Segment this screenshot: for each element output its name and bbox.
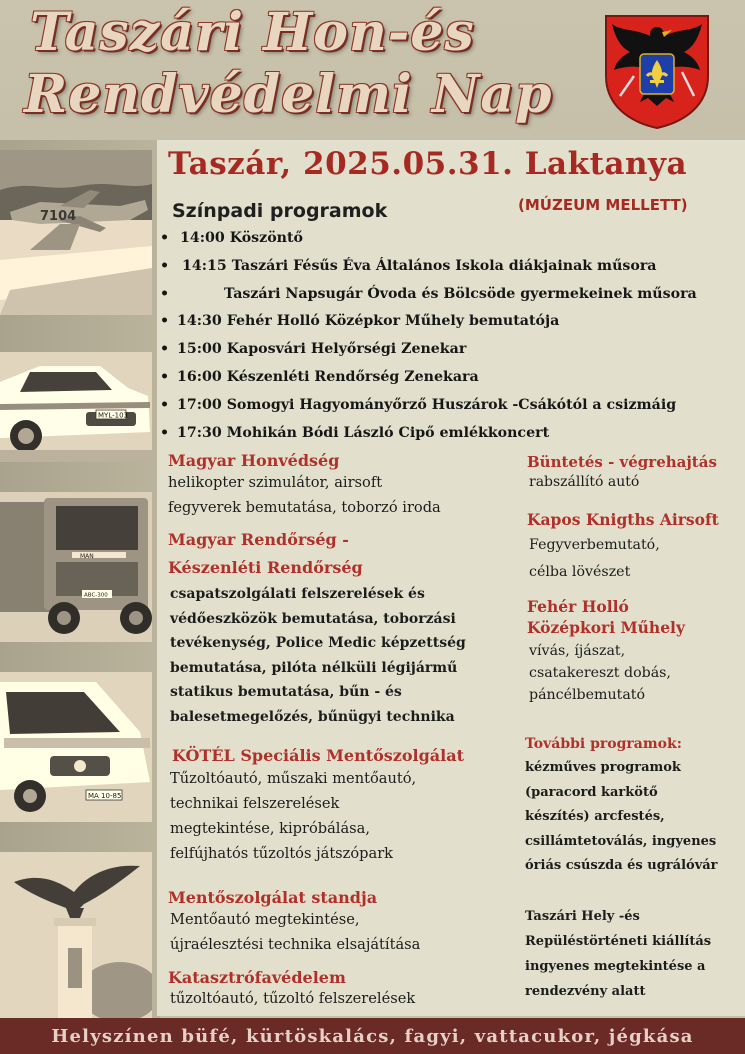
text-line: tűzoltóautó, tűzoltó felszerelések: [170, 990, 416, 1007]
program-time: 15:00: [177, 341, 222, 357]
text-line: megtekintése, kipróbálása,: [170, 820, 370, 837]
program-time: 14:15: [182, 258, 227, 274]
bullet-icon: •: [160, 230, 170, 246]
event-heading: Taszár, 2025.05.31. Laktanya: [168, 146, 688, 182]
text-line: védőeszközök bemutatása, toborzási: [170, 610, 456, 627]
bullet-icon: •: [160, 313, 170, 329]
stage-programs-title: Színpadi programok: [172, 200, 388, 222]
text-line: helikopter szimulátor, airsoft: [168, 474, 383, 491]
mentoszolgalat-text: [170, 907, 420, 957]
text-line: rabszállító autó: [529, 474, 640, 490]
buntetes-title: Büntetés - végrehajtás: [527, 453, 717, 471]
text-line: célba lövészet: [529, 564, 631, 580]
program-text: Taszári Fésűs Éva Általános Iskola diákjainak műsora: [231, 258, 657, 274]
text-line: vívás, íjászat,: [529, 643, 626, 659]
title-line-2: Rendvédelmi Nap: [24, 64, 553, 125]
title-line-1: Taszári Hon-és: [30, 2, 475, 63]
program-text: Fehér Holló Középkor Műhely bemutatója: [226, 313, 560, 329]
text-line: újraélesztési technika elsajátítása: [170, 936, 421, 953]
program-time: 17:30: [177, 425, 222, 441]
text-line: (paracord karkötő: [525, 784, 658, 800]
rendorseg-text: [170, 582, 466, 729]
text-line: Repüléstörténeti kiállítás: [525, 934, 712, 949]
truck-brand: MAN: [80, 553, 94, 560]
coat-of-arms-icon: [600, 10, 714, 130]
feherhollo-text: [529, 640, 671, 706]
program-time: 17:00: [177, 397, 222, 413]
bullet-icon: •: [160, 286, 170, 302]
ambulance-plate: MA 10-85: [88, 792, 122, 800]
text-line: Fegyverbemutató,: [529, 537, 660, 553]
program-text: Kaposvári Helyőrségi Zenekar: [226, 341, 467, 357]
text-line: statikus bemutatása, bűn - és: [170, 684, 402, 700]
kotel-text: [170, 766, 416, 866]
text-line: óriás csúszda és ugrálóvár: [525, 858, 718, 873]
honvedseg-title: Magyar Honvédség: [168, 451, 340, 470]
bullet-icon: •: [160, 369, 170, 385]
kiallitas-text: [525, 904, 711, 1004]
mentoszolgalat-title: Mentőszolgálat standja: [168, 888, 378, 907]
footer-text: Helyszínen büfé, kürtöskalács, fagyi, vattacukor, jégkása: [51, 1025, 694, 1047]
bullet-icon: •: [160, 425, 170, 441]
text-line: ingyenes megtekintése a: [525, 959, 706, 974]
bullet-icon: •: [160, 258, 170, 274]
program-text: Köszöntő: [229, 230, 304, 246]
katasztrofa-text: [170, 988, 415, 1010]
text-line: Taszári Hely -és: [525, 909, 640, 924]
program-text: Mohikán Bódi László Cipő emlékkoncert: [221, 425, 550, 441]
bullet-icon: •: [160, 341, 170, 357]
program-time: 14:30: [177, 313, 222, 329]
jet-number: 7104: [40, 209, 77, 224]
program-time: 14:00: [180, 230, 225, 246]
program-time: 16:00: [177, 369, 222, 385]
airsoft-title: Kapos Knigths Airsoft: [527, 510, 719, 529]
tovabbi-text: [525, 756, 718, 879]
tovabbi-title: További programok:: [525, 736, 682, 752]
car-plate: MYL-103: [98, 411, 128, 420]
buntetes-text: [529, 471, 639, 493]
rendorseg-title-1: Magyar Rendőrség -: [168, 530, 349, 549]
katasztrofa-title: Katasztrófavédelem: [168, 968, 346, 987]
program-text: Somogyi Hagyományőrző Huszárok -Csákótól a csizmáig: [226, 397, 677, 413]
police-car-photo: [0, 352, 152, 462]
text-line: tevékenység, Police Medic képzettség: [170, 635, 466, 651]
text-line: rendezvény alatt: [525, 984, 646, 999]
text-line: bemutatása, pilóta nélküli légijármű: [170, 659, 458, 676]
bullet-icon: •: [160, 397, 170, 413]
text-line: csatakereszt dobás,: [529, 665, 671, 681]
text-line: technikai felszerelések: [170, 795, 340, 812]
eagle-statue-photo: [0, 852, 152, 1018]
jet-monument-photo: [0, 150, 152, 315]
text-line: Tűzoltóautó, műszaki mentőautó,: [170, 770, 417, 787]
program-text: Készenléti Rendőrség Zenekara: [226, 369, 479, 385]
fire-truck-photo: [0, 492, 152, 642]
location-note: (MÚZEUM MELLETT): [518, 196, 688, 214]
text-line: csapatszolgálati felszerelések és: [170, 586, 425, 602]
text-line: páncélbemutató: [529, 687, 646, 703]
honvedseg-text: [168, 470, 441, 520]
text-line: Mentőautó megtekintése,: [170, 911, 360, 928]
text-line: fegyverek bemutatása, toborzó iroda: [168, 499, 441, 516]
airsoft-text: [529, 532, 660, 586]
program-text: Taszári Napsugár Óvoda és Bölcsöde gyermekeinek műsora: [224, 286, 697, 302]
feherhollo-title-2: Középkori Műhely: [527, 618, 685, 637]
rendorseg-title-2: Készenléti Rendőrség: [168, 558, 363, 577]
text-line: csillámtetoválás, ingyenes: [525, 833, 717, 849]
ambulance-photo: [0, 672, 152, 822]
text-line: balesetmegelőzés, bűnügyi technika: [170, 708, 455, 725]
text-line: készítés) arcfestés,: [525, 809, 665, 824]
kotel-title: KÖTÉL Speciális Mentőszolgálat: [172, 746, 464, 765]
truck-plate: ABC-300: [84, 592, 108, 599]
footer-banner: [0, 1018, 745, 1054]
text-line: kézműves programok: [525, 760, 681, 775]
text-line: felfújhatós tűzoltós játszópark: [170, 845, 394, 862]
feherhollo-title-1: Fehér Holló: [527, 597, 629, 616]
